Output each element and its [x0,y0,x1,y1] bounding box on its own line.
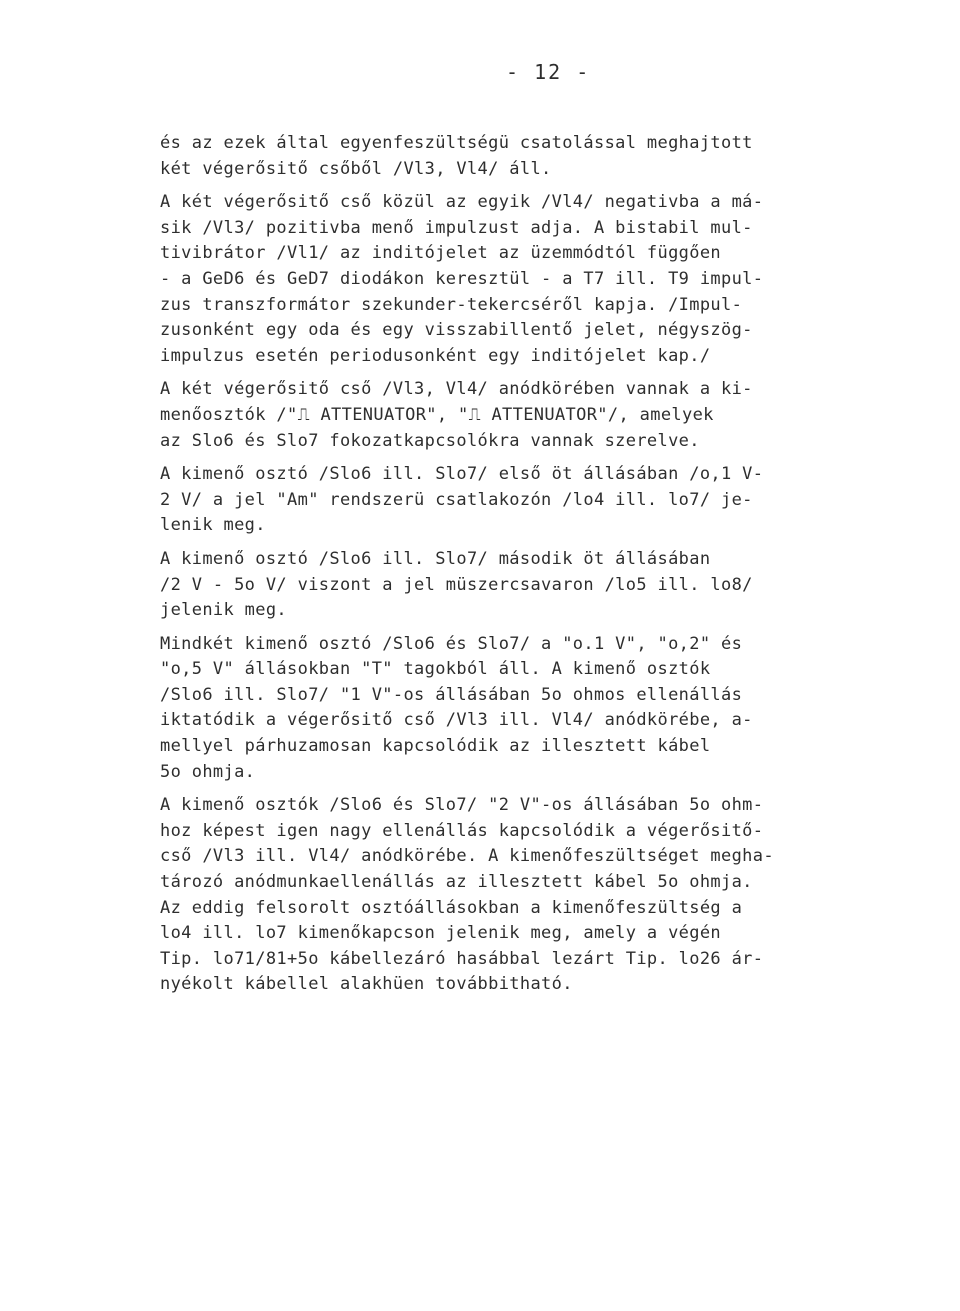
text-line: hoz képest igen nagy ellenállás kapcsolódik a végerősitő- [160,820,764,841]
text-line: lo4 ill. lo7 kimenőkapcson jelenik meg, amely a végén [160,923,721,944]
text-line: cső /Vl3 ill. Vl4/ anódkörébe. A kimenőfeszültséget megha- [160,846,774,867]
text-line: /2 V - 5o V/ viszont a jel müszercsavaron /lo5 ill. lo8/ [160,574,753,595]
text-line: iktatódik a végerősitő cső /Vl3 ill. Vl4/ anódkörébe, a- [160,710,753,731]
text-line: 2 V/ a jel "Am" rendszerü csatlakozón /lo4 ill. lo7/ je- [160,489,753,510]
text-line: Az eddig felsorolt osztóállásokban a kimenőfeszültség a [160,897,743,918]
paragraph [160,632,900,786]
text-line: az Slo6 és Slo7 fokozatkapcsolókra vannak szerelve. [160,430,700,451]
text-line: Tip. lo71/81+5o kábellezáró hasábbal lezárt Tip. lo26 ár- [160,948,764,969]
paragraph [160,131,900,182]
text-line: zus transzformátor szekunder-tekercséről kapja. /Impul- [160,294,743,315]
text-line: 5o ohmja. [160,761,256,782]
text-line: menőosztók /"⎍ ATTENUATOR", "⎍ ATTENUATOR"/, amelyek [160,404,714,425]
text-line: "o,5 V" állásokban "T" tagokból áll. A kimenő osztók [160,659,711,680]
text-line: A két végerősitő cső /Vl3, Vl4/ anódkörében vannak a ki- [160,379,753,400]
text-line: és az ezek által egyenfeszültségü csatolással meghajtott [160,133,753,153]
paragraph [160,462,900,539]
text-line: Mindkét kimenő osztó /Slo6 és Slo7/ a "o.1 V", "o,2" és [160,633,743,654]
text-line: A kimenő osztó /Slo6 ill. Slo7/ második öt állásában [160,548,711,569]
text-line: lenik meg. [160,515,266,536]
text-line: tározó anódmunkaellenállás az illesztett kábel 5o ohmja. [160,872,753,893]
text-line: A kimenő osztók /Slo6 és Slo7/ "2 V"-os állásában 5o ohm- [160,795,764,816]
text-line: A kimenő osztó /Slo6 ill. Slo7/ első öt állásában /o,1 V- [160,464,764,485]
text-line: jelenik meg. [160,600,288,621]
text-line: nyékolt kábellel alakhüen továbbitható. [160,974,573,995]
text-line: /Slo6 ill. Slo7/ "1 V"-os állásában 5o ohmos ellenállás [160,684,743,705]
paragraph [160,190,900,369]
text-line: zusonként egy oda és egy visszabillentő jelet, négyszög- [160,320,753,341]
text-line: impulzus esetén periodusonként egy inditójelet kap./ [160,345,711,366]
text-line: tivibrátor /Vl1/ az inditójelet az üzemmódtól függően [160,243,721,264]
paragraph [160,793,900,998]
text-line: A két végerősitő cső közül az egyik /Vl4/ negativba a má- [160,192,764,213]
page-number: - 12 - [506,60,591,84]
paragraph [160,377,900,454]
paragraph [160,547,900,624]
text-line: mellyel párhuzamosan kapcsolódik az illesztett kábel [160,736,711,757]
text-line: sik /Vl3/ pozitivba menő impulzust adja. A bistabil mul- [160,217,753,238]
text-line: két végerősitő csőből /Vl3, Vl4/ áll. [160,158,552,179]
body-text [160,131,900,1006]
text-line: - a GeD6 és GeD7 diodákon keresztül - a T7 ill. T9 impul- [160,268,764,289]
